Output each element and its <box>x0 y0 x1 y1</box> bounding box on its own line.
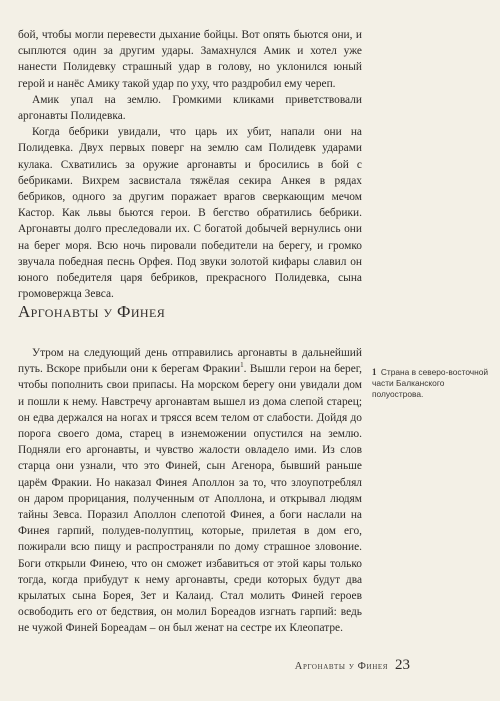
footnote-reference[interactable]: 1 <box>240 361 244 370</box>
page-number: 23 <box>395 657 410 673</box>
paragraph <box>18 345 362 637</box>
paragraph-text: Утром на следующий день отправились аргонавты в дальнейший путь. Вскоре прибыли они к берегам Фракии <box>18 347 362 376</box>
paragraph: Когда бебрики увидали, что царь их убит, напали они на Полидевка. Двух первых поверг на землю сам Полидевк ударами кулака. Схватились за оружие аргонавты и бросились в бой с бебриками. Вихрем засвистала тяжёлая секира Анкея в рядах бебриков, одного за другим поражает врагов сверкающим мечом Кастор. Как львы бьются герои. В бегство обратились бебрики. Аргонавты долго преследовали их. С богатой добычей вернулись они на берег моря. Всю ночь пировали победители на берегу, и громко звучала победная песнь Орфея. Под звуки золотой кифары славил он юного победителя царя бебриков, прекрасного Полидевка, сына громовержца Зевса. <box>18 126 362 301</box>
paragraph-text: . Вышли герои на берег, чтобы пополнить свои припасы. На морском берегу они увидали дом и пошли к нему. Навстречу аргонавтам вышел из дома слепой старец; он едва держался на ногах и трясся всем телом от слабости. Дойдя до порога своего дома, старец в изнеможении опустился на землю. Подняли его аргонавты, и чувство жалости овладело ими. Из слов старца они узнали, что это Финей, сын Агенора, бывший раньше царём Фракии. Но наказал Финея Аполлон за то, что злоупотреблял он даром прорицания, полученным от Аполлона, и открывал людям тайны Зевса. Поразил Аполлон слепотой Финея, а боги наслали на Финея гарпий, полудев-полуптиц, которые, прилетая в дом его, пожирали всю пищу и распространяли по дому страшное зловоние. Боги открыли Финею, что он сможет избавиться от этой кары только тогда, когда прибудут к нему аргонавты, среди которых будут два крылатых сына Борея, Зет и Калаид. Стал молить Финей героев освободить его от бедствия, он молил Бореадов изгнать гарпий: ведь не чужой Финей Бореадам – он был женат на сестре их Клеопатре. <box>18 363 362 635</box>
text-block-top <box>18 27 362 302</box>
paragraph: бой, чтобы могли перевести дыхание бойцы. Вот опять бьются они, и сыплются один за другим удары. Замахнулся Амик и хотел уже нанести Полидевку страшный удар в голову, но уклонился юный герой и нанёс Амику такой удар по уху, что раздробил ему череп. <box>18 29 362 90</box>
footnote-text: Страна в северо-восточной части Балканского полуострова. <box>372 367 489 399</box>
footnote <box>372 367 490 400</box>
footnote-number: 1 <box>372 367 377 377</box>
paragraph: Амик упал на землю. Громкими кликами приветствовали аргонавты Полидевка. <box>18 93 362 123</box>
text-block-chapter <box>18 345 362 637</box>
chapter-title: Аргонавты у Финея <box>18 302 166 321</box>
running-footer-title: Аргонавты у Финея <box>294 661 388 672</box>
